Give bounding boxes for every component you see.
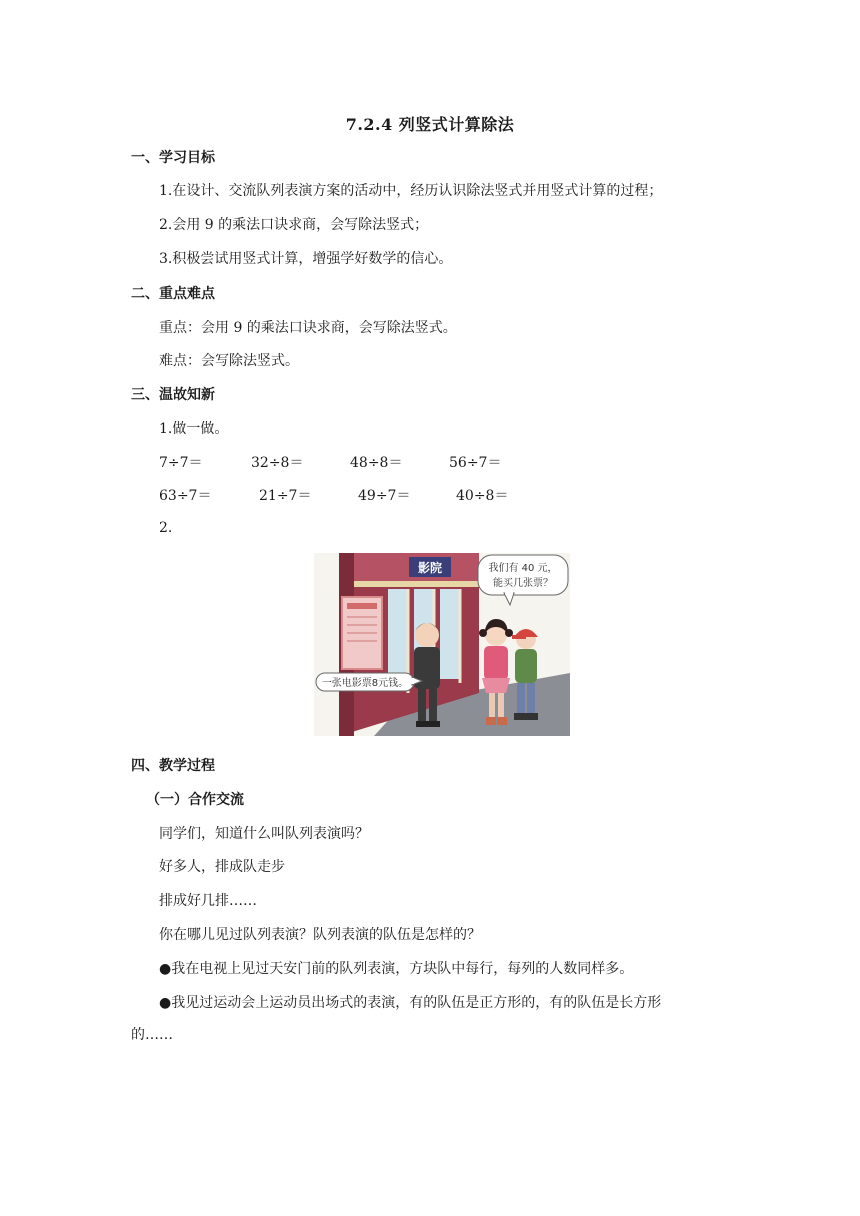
subsection-heading: （一）合作交流 [146,792,244,808]
exercise: 63÷7＝ [159,488,212,504]
dialogue-line: 排成好几排…… [159,893,257,909]
dialogue-line: 同学们，知道什么叫队列表演吗？ [159,826,369,842]
speech-boy-text: 一张电影票8元钱。 [321,678,409,689]
exercise: 56÷7＝ [449,455,502,471]
exercise: 7÷7＝ [159,455,203,471]
review-item-2: 2. [159,520,173,536]
cinema-scene-image [314,553,570,736]
exercise: 48÷8＝ [350,455,403,471]
page-title: 7.2.4 列竖式计算除法 [345,115,515,134]
dialogue-line: 好多人，排成队走步 [159,859,285,875]
section-heading-key-points: 二、重点难点 [131,286,215,302]
key-point-item: 重点：会用 9 的乘法口诀求商，会写除法竖式。 [159,320,457,336]
speech-bubble-boy [316,673,422,691]
review-item-1: 1.做一做。 [159,421,229,437]
objective-item: 3.积极尝试用竖式计算，增强学好数学的信心。 [159,251,453,267]
dialogue-line: ●我在电视上见过天安门前的队列表演，方块队中每行，每列的人数同样多。 [159,961,634,977]
speech-line-2: 能买几张票？ [493,578,553,589]
section-heading-objectives: 一、学习目标 [131,150,215,166]
cinema-illustration [314,553,570,736]
exercise: 21÷7＝ [259,488,312,504]
exercise: 40÷8＝ [456,488,509,504]
speech-line-1: 我们有 40 元， [488,563,558,574]
dialogue-line: ●我见过运动会上运动员出场式的表演，有的队伍是正方形的，有的队伍是长方形 [159,995,662,1011]
difficulty-item: 难点：会写除法竖式。 [159,353,299,369]
exercise: 49÷7＝ [358,488,411,504]
objective-item: 1.在设计、交流队列表演方案的活动中，经历认识除法竖式并用竖式计算的过程； [159,183,663,199]
objective-item: 2.会用 9 的乘法口诀求商，会写除法竖式； [159,217,429,233]
dialogue-line-continuation: 的…… [131,1027,173,1043]
section-heading-teaching-process: 四、教学过程 [131,758,215,774]
dialogue-line: 你在哪儿见过队列表演？队列表演的队伍是怎样的？ [159,927,481,943]
cinema-sign-text: 影院 [417,561,443,575]
exercise: 32÷8＝ [251,455,304,471]
section-heading-review: 三、温故知新 [131,387,215,403]
